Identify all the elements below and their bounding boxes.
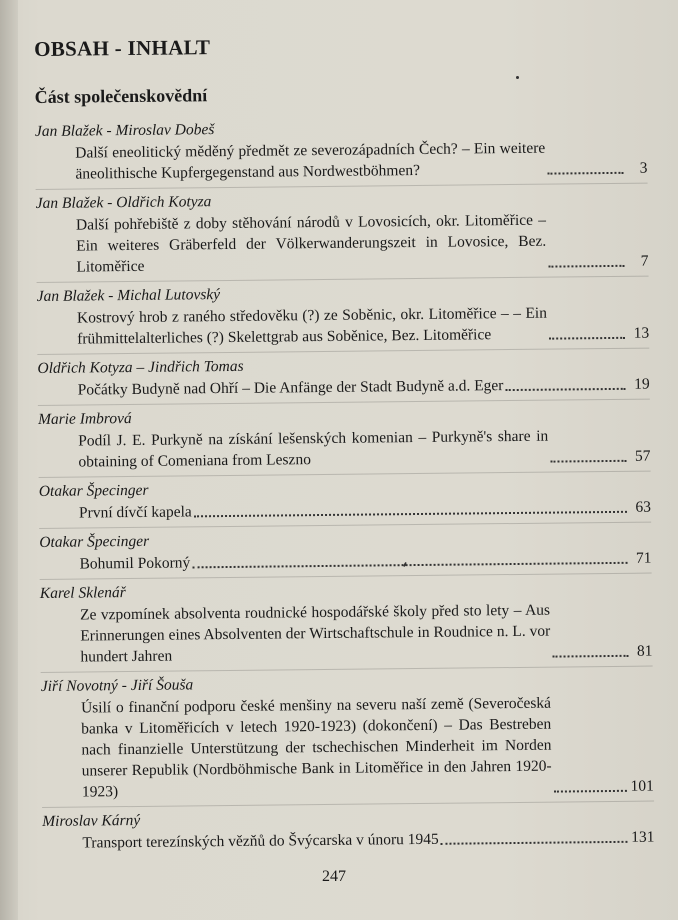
table-of-contents xyxy=(34,30,655,860)
entry-title: První dívčí kapela xyxy=(78,503,192,522)
entry-title: Bohumil Pokorný xyxy=(79,554,191,573)
section-heading: Část společenskovědní xyxy=(34,85,208,107)
toc-entry xyxy=(38,402,651,478)
toc-entry xyxy=(39,474,651,529)
toc-entry xyxy=(42,804,654,858)
entry-page-number: 81 xyxy=(636,642,653,660)
toc-entry xyxy=(37,351,649,406)
entry-author: Karel Sklenář xyxy=(39,584,126,602)
dot-leader xyxy=(194,511,627,518)
entry-author: Marie Imbrová xyxy=(37,409,132,428)
entry-page-number: 13 xyxy=(633,324,650,342)
entry-author: Jan Blažek - Oldřich Kotyza xyxy=(35,193,212,212)
dot-leader xyxy=(554,790,627,793)
dot-leader xyxy=(505,388,625,391)
entry-title: Počátky Budyně nad Ohří – Die Anfänge der Stadt Budyně a.d. Eger xyxy=(77,377,504,399)
entry-author: Jan Blažek - Miroslav Dobeš xyxy=(34,121,215,140)
entry-page-number: 57 xyxy=(634,447,651,465)
dot-leader xyxy=(547,172,623,175)
page-gutter-shadow xyxy=(0,0,18,920)
entry-page-number: 71 xyxy=(635,549,652,567)
dot-leader xyxy=(553,655,629,658)
entry-body xyxy=(40,599,653,668)
entry-title: Úsilí o finanční podporu české menšiny na severu naší země (Severočeská banka v Litoměřicích v letech 1920-1923) (dokončení) – Das Bestreben nach finanzielle Unterstützung der tschechischen Minderheit im Norden unserer Republik (Nordböhmische Bank in Litoměřice in den Jahren 1920-1923) xyxy=(80,694,552,801)
entry-title: Transport terezínských vězňů do Švýcarska v únoru 1945 xyxy=(82,830,439,852)
entry-author: Otakar Špecinger xyxy=(38,481,149,500)
dot-leader xyxy=(548,265,624,268)
entry-page-number: 3 xyxy=(639,159,648,177)
entry-author: Miroslav Kárný xyxy=(42,811,141,830)
entry-title: Další eneolitický měděný předmět ze severozápadních Čech? – Ein weitere äneolithische Kupfergegenstand aus Nordwestböhmen? xyxy=(75,139,546,183)
entry-page-number: 19 xyxy=(634,375,650,393)
toc-entry xyxy=(40,576,653,673)
entry-title: Podíl J. E. Purkyně na získání lešenských komenian – Purkyně's share in obtaining of Comeniana from Leszno xyxy=(78,427,549,471)
entry-title: Další pohřebiště z doby stěhování národů v Lovosicích, okr. Litoměřice – Ein weiteres Gräberfeld der Völkerwanderungszeit in Lovosice, Bez. Litoměřice xyxy=(75,211,547,276)
entry-page-number: 63 xyxy=(635,498,652,516)
entry-author: Oldřich Kotyza – Jindřich Tomas xyxy=(37,357,244,377)
entry-body xyxy=(41,692,654,803)
entry-body xyxy=(35,137,647,185)
entry-page-number: 131 xyxy=(631,828,655,846)
entry-body xyxy=(38,425,650,473)
entry-title: Ze vzpomínek absolventa roudnické hospodářské školy před sto lety – Aus Erinnerungen eines Absolventen der Wirtschaftschule in Roudnice n. L. vor hundert Jahren xyxy=(79,601,551,666)
entry-body xyxy=(36,209,649,278)
dot-leader xyxy=(441,841,627,845)
entry-author: Jiří Novotný - Jiří Šouša xyxy=(40,676,194,695)
toc-entry xyxy=(37,279,650,355)
dot-leader xyxy=(550,460,626,463)
entry-body xyxy=(37,302,649,350)
dot-leader xyxy=(549,337,625,340)
toc-entry xyxy=(36,186,649,283)
page-title: OBSAH - INHALT xyxy=(34,35,211,61)
toc-entry xyxy=(35,114,648,190)
entry-page-number: 7 xyxy=(640,252,649,270)
entry-author: Otakar Špecinger xyxy=(39,532,150,551)
toc-entry xyxy=(39,525,651,580)
entry-title: Kostrový hrob z raného středověku (?) ze Soběnic, okr. Litoměřice – – Ein frühmittelalterliches (?) Skelettgrab aus Soběnice, Bez. Litoměřice xyxy=(76,304,548,348)
toc-entry xyxy=(41,669,654,808)
entry-page-number: 101 xyxy=(630,777,654,795)
page-number: 247 xyxy=(322,868,346,885)
entry-author: Jan Blažek - Michal Lutovský xyxy=(36,286,221,305)
dot-leader xyxy=(192,562,627,569)
